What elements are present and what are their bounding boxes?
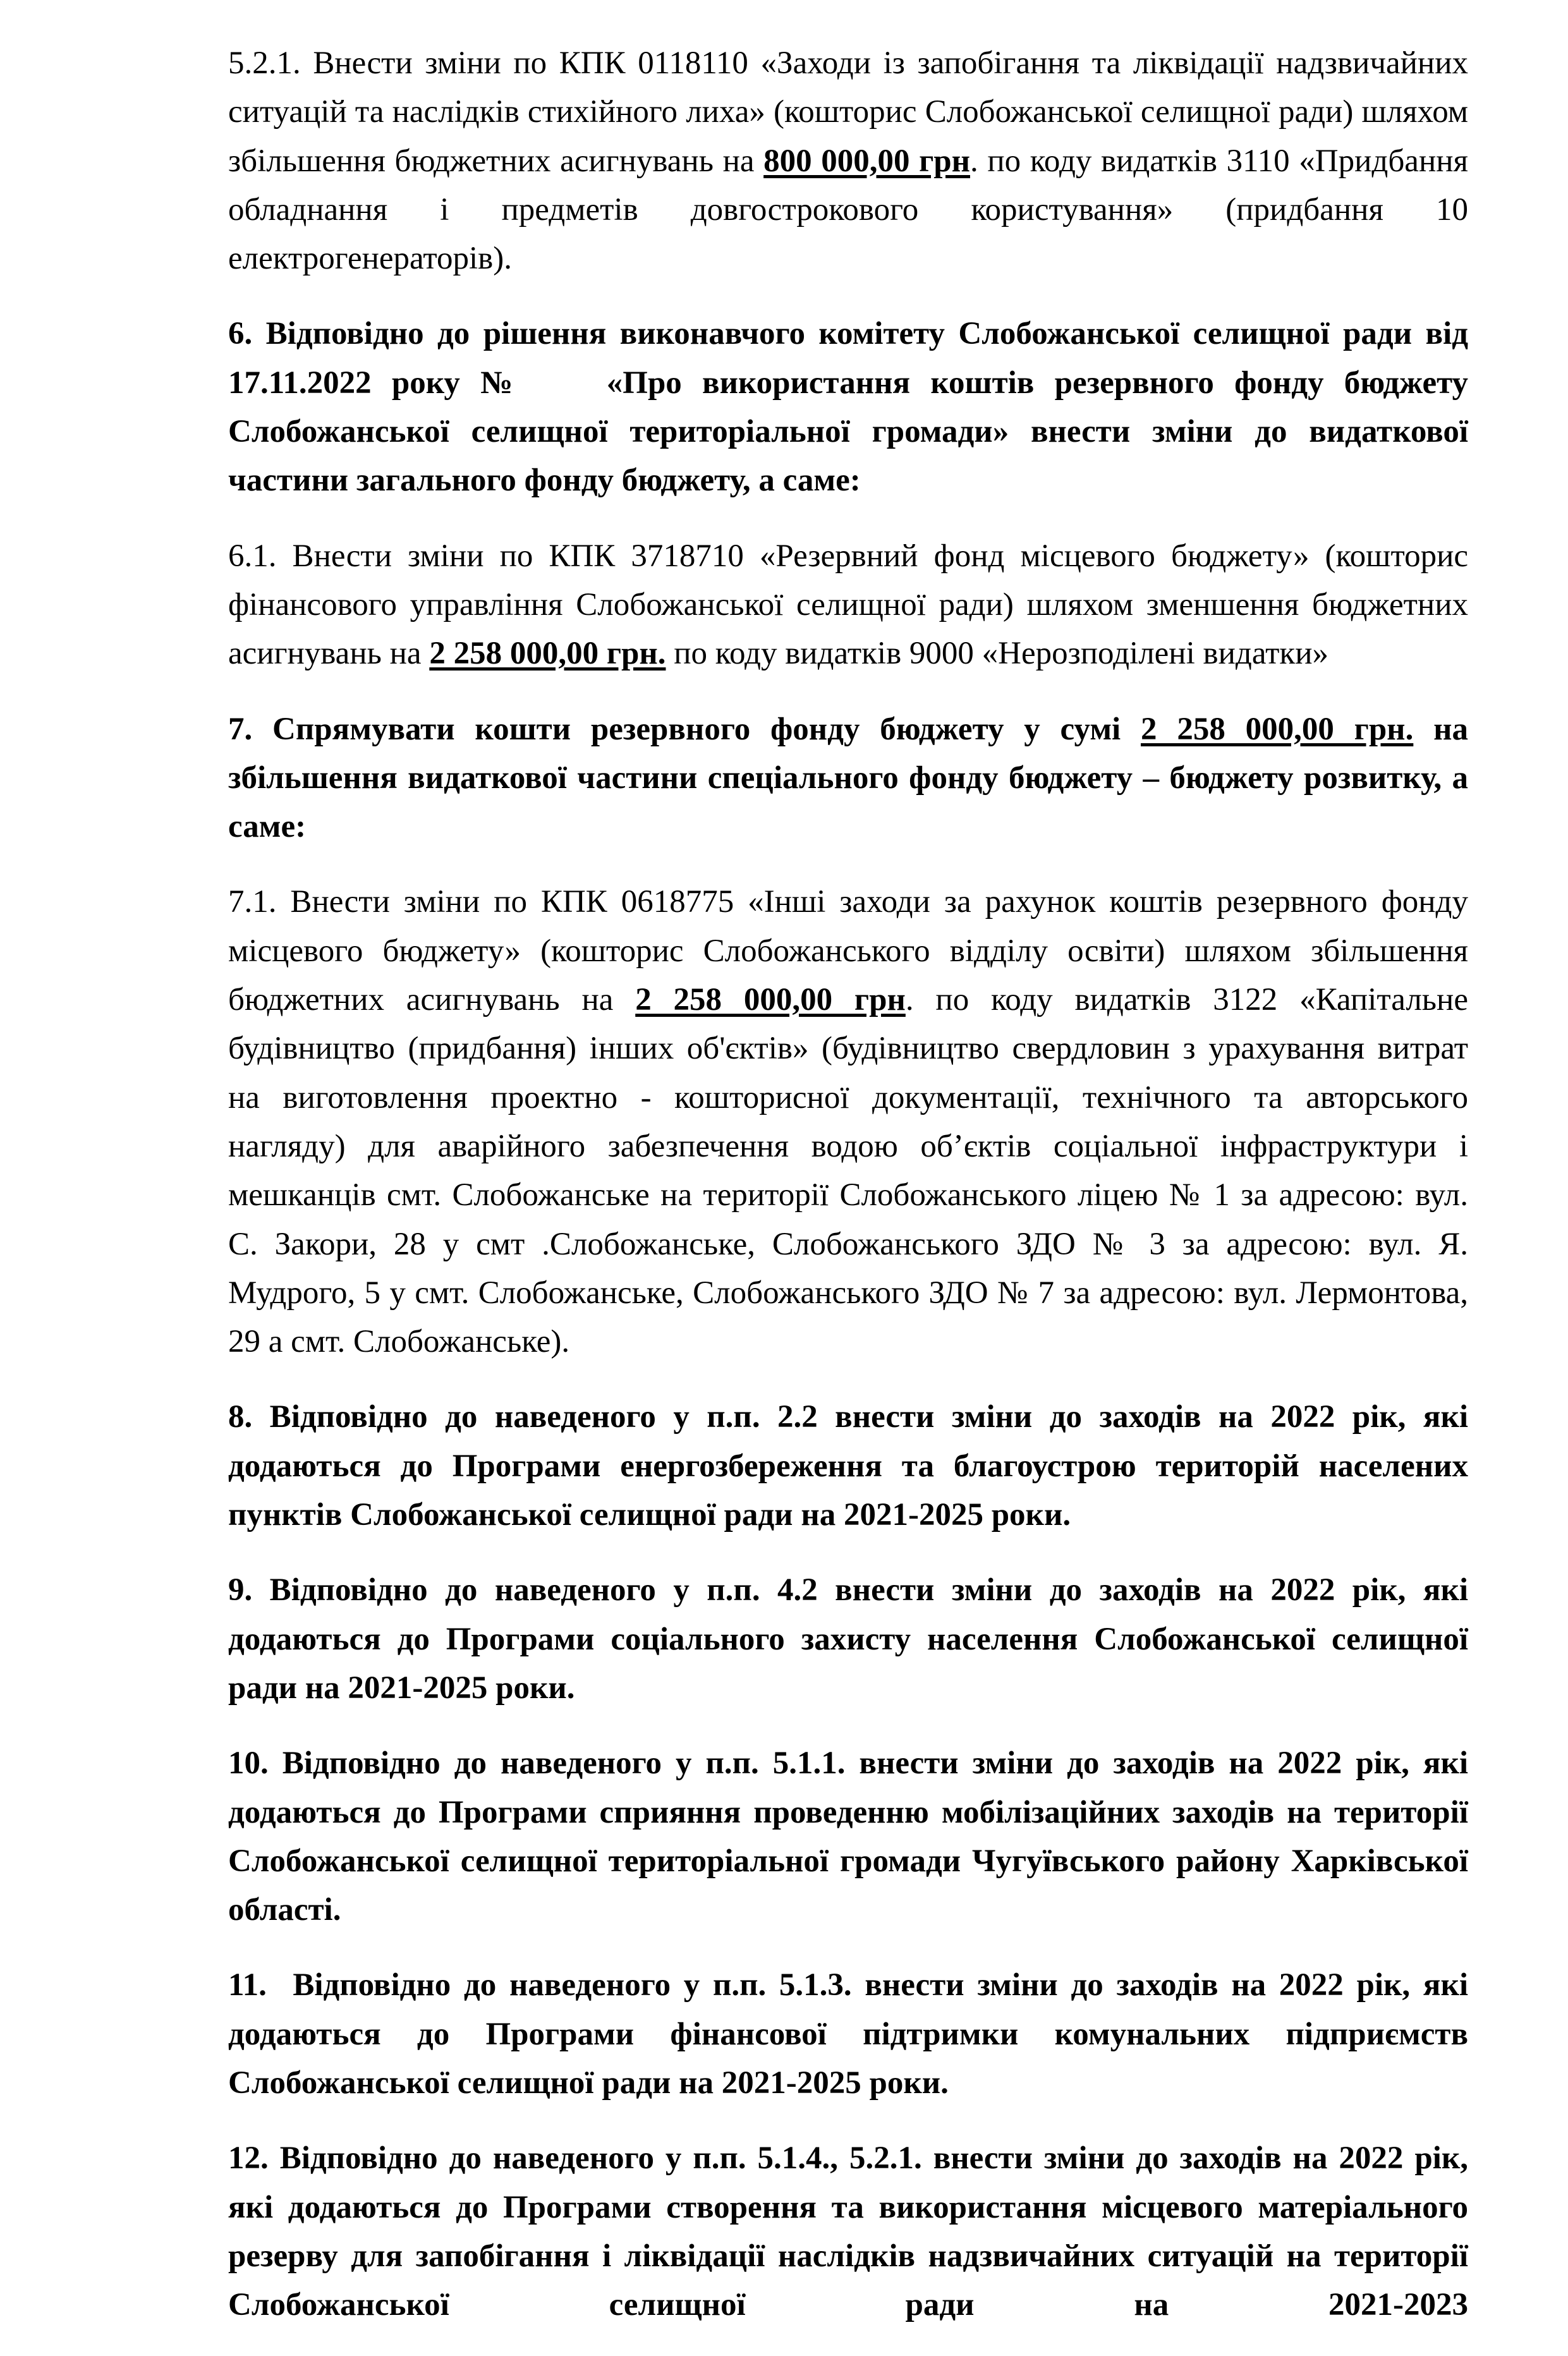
paragraph-6 (228, 310, 1468, 505)
paragraph-text: 8. Відповідно до наведеного у п.п. 2.2 внести зміни до заходів на 2022 рік, які додаються до Програми енергозбереження та благоустрою територій населених пунктів Слобожанської селищної ради на 2021-2025 роки. (228, 1399, 1468, 1533)
paragraph-7-1 (228, 878, 1468, 1366)
amount-2258000: 2 258 000,00 грн. (1141, 711, 1414, 747)
paragraph-7 (228, 705, 1468, 852)
paragraph-text: 6. Відповідно до рішення виконавчого комітету Слобожанської селищної ради від 17.11.2022 року № «Про використання коштів резервного фонду бюджету Слобожанської селищної територіальної громади» внести зміни до видаткової частини загального фонду бюджету, а саме: (228, 316, 1468, 499)
paragraph-text: 12. Відповідно до наведеного у п.п. 5.1.4., 5.2.1. внести зміни до заходів на 2022 рік, які додаються до Програми створення та використання місцевого матеріального резерву для запобігання і ліквідації наслідків надзвичайних ситуацій на території Слобожанської селищної ради на 2021-2023 (228, 2140, 1468, 2323)
paragraph-text: 10. Відповідно до наведеного у п.п. 5.1.1. внести зміни до заходів на 2022 рік, які додаються до Програми сприяння проведенню мобілізаційних заходів на території Слобожанської селищної територіальної громади Чугуївського району Харківської області. (228, 1746, 1468, 1928)
paragraph-text: на збільшення видаткової частини спеціального фонду бюджету – бюджету розвитку, а саме: (228, 711, 1469, 845)
paragraph-text: 5.2.1. Внести зміни по КПК 0118110 «Заходи із запобігання та ліквідації надзвичайних ситуацій та наслідків стихійного лиха» (кошторис Слобожанської селищної ради) шляхом збільшення бюджетних асигнувань на (228, 46, 1468, 179)
paragraph-text: 11. Відповідно до наведеного у п.п. 5.1.3. внести зміни до заходів на 2022 рік, які додаються до Програми фінансової підтримки комунальних підприємств Слобожанської селищної ради на 2021-2025 роки. (228, 1967, 1468, 2101)
amount-800000: 800 000,00 грн (763, 143, 970, 179)
document-page (228, 39, 1468, 2356)
paragraph-text: по коду видатків 9000 «Нерозподілені видатки» (665, 636, 1328, 672)
paragraph-10 (228, 1739, 1468, 1934)
paragraph-6-1 (228, 532, 1468, 679)
paragraph-text: . по коду видатків 3110 «Придбання обладнання і предметів довгострокового користування» (придбання 10 електрогенераторів). (228, 143, 1468, 277)
paragraph-8 (228, 1393, 1468, 1539)
paragraph-12 (228, 2134, 1468, 2329)
amount-2258000: 2 258 000,00 грн (635, 982, 906, 1018)
paragraph-text: . по коду видатків 3122 «Капітальне будівництво (придбання) інших об'єктів» (будівництво свердловин з урахування витрат на виготовлення проектно - кошторисної документації, технічного та авторського нагляду) для аварійного забезпечення водою об’єктів соціальної інфраструктури і мешканців смт. Слобожанське на території Слобожанського ліцею № 1 за адресою: вул. С. Закори, 28 у смт .Слобожанське, Слобожанського ЗДО № 3 за адресою: вул. Я. Мудрого, 5 у смт. Слобожанське, Слобожанського ЗДО № 7 за адресою: вул. Лермонтова, 29 а смт. Слобожанське). (228, 982, 1468, 1360)
paragraph-text: 6.1. Внести зміни по КПК 3718710 «Резервний фонд місцевого бюджету» (кошторис фінансового управління Слобожанської селищної ради) шляхом зменшення бюджетних асигнувань на (228, 538, 1468, 672)
paragraph-text: 9. Відповідно до наведеного у п.п. 4.2 внести зміни до заходів на 2022 рік, які додаються до Програми соціального захисту населення Слобожанської селищної ради на 2021-2025 роки. (228, 1572, 1468, 1706)
amount-2258000: 2 258 000,00 грн. (429, 636, 666, 672)
paragraph-text: 7. Спрямувати кошти резервного фонду бюджету у сумі (228, 711, 1141, 747)
paragraph-text: 7.1. Внести зміни по КПК 0618775 «Інші заходи за рахунок коштів резервного фонду місцевого бюджету» (кошторис Слобожанського відділу освіти) шляхом збільшення бюджетних асигнувань на (228, 884, 1468, 1018)
paragraph-9 (228, 1566, 1468, 1713)
paragraph-11 (228, 1961, 1468, 2108)
paragraph-5-2-1 (228, 39, 1468, 283)
